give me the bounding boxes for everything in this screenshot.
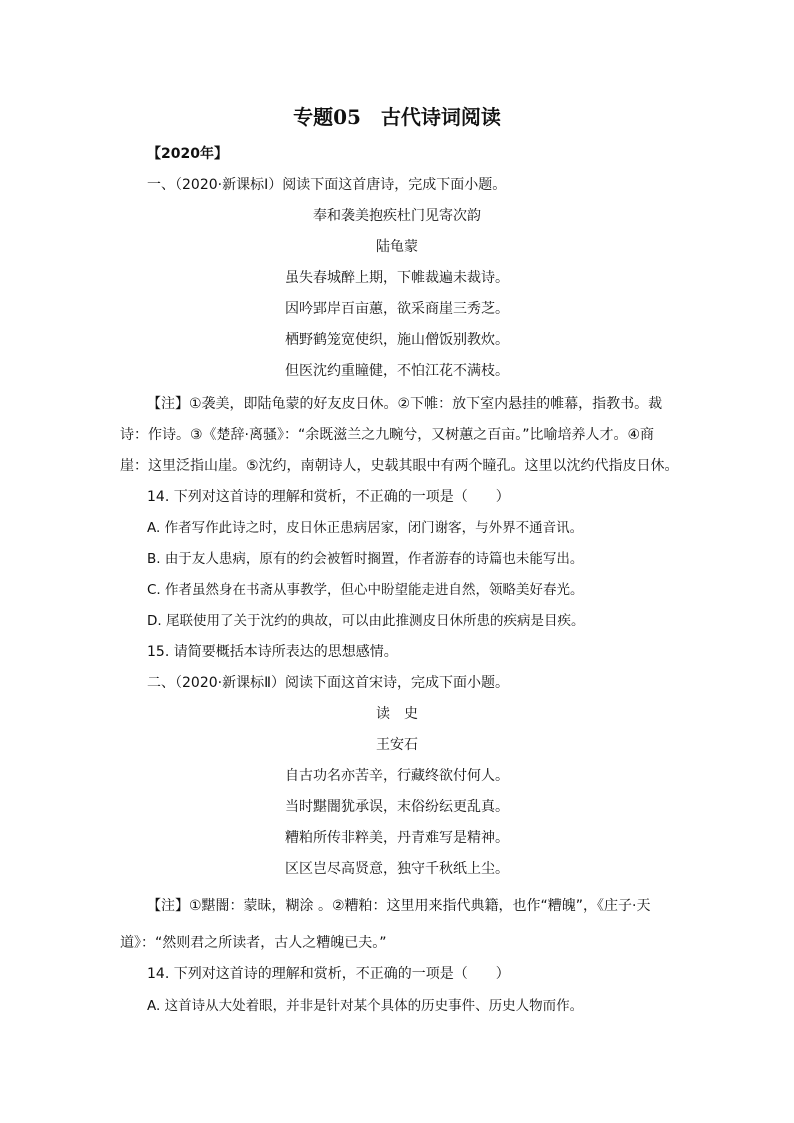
section1-question-15: 15. 请简要概括本诗所表达的思想感情。 — [147, 644, 398, 660]
year-tag: 【2020年】 — [147, 146, 228, 162]
section1-option-a: A. 作者写作此诗之时，皮日休正患病居家，闭门谢客，与外界不通音讯。 — [147, 520, 584, 536]
section2-note-line: 道》：“然则君之所读者，古人之糟魄已夫。” — [120, 935, 387, 951]
section2-poem-line: 糟粕所传非粹美，丹青难写是精神。 — [285, 830, 509, 846]
section1-option-c: C. 作者虽然身在书斋从事教学，但心中盼望能走进自然，领略美好春光。 — [147, 582, 584, 598]
section1-note-line: 【注】①袭美，即陆龟蒙的好友皮日休。②下帷：放下室内悬挂的帷幕，指教书。裁 — [147, 396, 663, 412]
section2-intro: 二、（2020·新课标Ⅱ）阅读下面这首宋诗，完成下面小题。 — [147, 675, 509, 691]
section1-poem-line: 因吟郢岸百亩蕙，欲采商崖三秀芝。 — [285, 301, 509, 317]
page-title: 专题05 古代诗词阅读 — [293, 105, 501, 129]
section1-poem-line: 但医沈约重瞳健，不怕江花不满枝。 — [285, 363, 509, 379]
section2-poem-line: 当时黮闇犹承误，末俗纷纭更乱真。 — [285, 799, 509, 815]
section1-intro: 一、（2020·新课标Ⅰ）阅读下面这首唐诗，完成下面小题。 — [147, 177, 507, 193]
section1-poem-line: 栖野鹤笼宽使织，施山僧饭别教炊。 — [285, 332, 509, 348]
section1-note-line: 崖：这里泛指山崖。⑤沈约，南朝诗人，史载其眼中有两个瞳孔。这里以沈约代指皮日休。 — [120, 458, 679, 474]
section1-option-b: B. 由于友人患病，原有的约会被暂时搁置，作者游春的诗篇也未能写出。 — [147, 551, 584, 567]
section2-poem-title: 读 史 — [376, 706, 418, 722]
section2-option-a: A. 这首诗从大处着眼，并非是针对某个具体的历史事件、历史人物而作。 — [147, 998, 584, 1014]
section2-question-14: 14. 下列对这首诗的理解和赏析，不正确的一项是（ ） — [147, 966, 510, 982]
section1-option-d: D. 尾联使用了关于沈约的典故，可以由此推测皮日休所患的疾病是目疾。 — [147, 613, 585, 629]
section2-author: 王安石 — [376, 737, 418, 753]
section1-note-line: 诗：作诗。③《楚辞·离骚》：“余既滋兰之九畹兮，又树蕙之百亩。”比喻培养人才。④商 — [120, 427, 655, 443]
section2-poem-line: 区区岂尽高贤意，独守千秋纸上尘。 — [285, 861, 509, 877]
section1-question-14: 14. 下列对这首诗的理解和赏析，不正确的一项是（ ） — [147, 489, 510, 505]
section1-poem-line: 虽失春城醉上期，下帷裁遍未裁诗。 — [285, 270, 509, 286]
section1-poem-title: 奉和袭美抱疾杜门见寄次韵 — [313, 208, 481, 224]
section2-note-line: 【注】①黮闇：蒙昧，糊涂 。②糟粕：这里用来指代典籍，也作“糟魄”，《庄子·天 — [147, 898, 651, 914]
section2-poem-line: 自古功名亦苦辛，行藏终欲付何人。 — [285, 768, 509, 784]
section1-author: 陆龟蒙 — [376, 239, 418, 255]
